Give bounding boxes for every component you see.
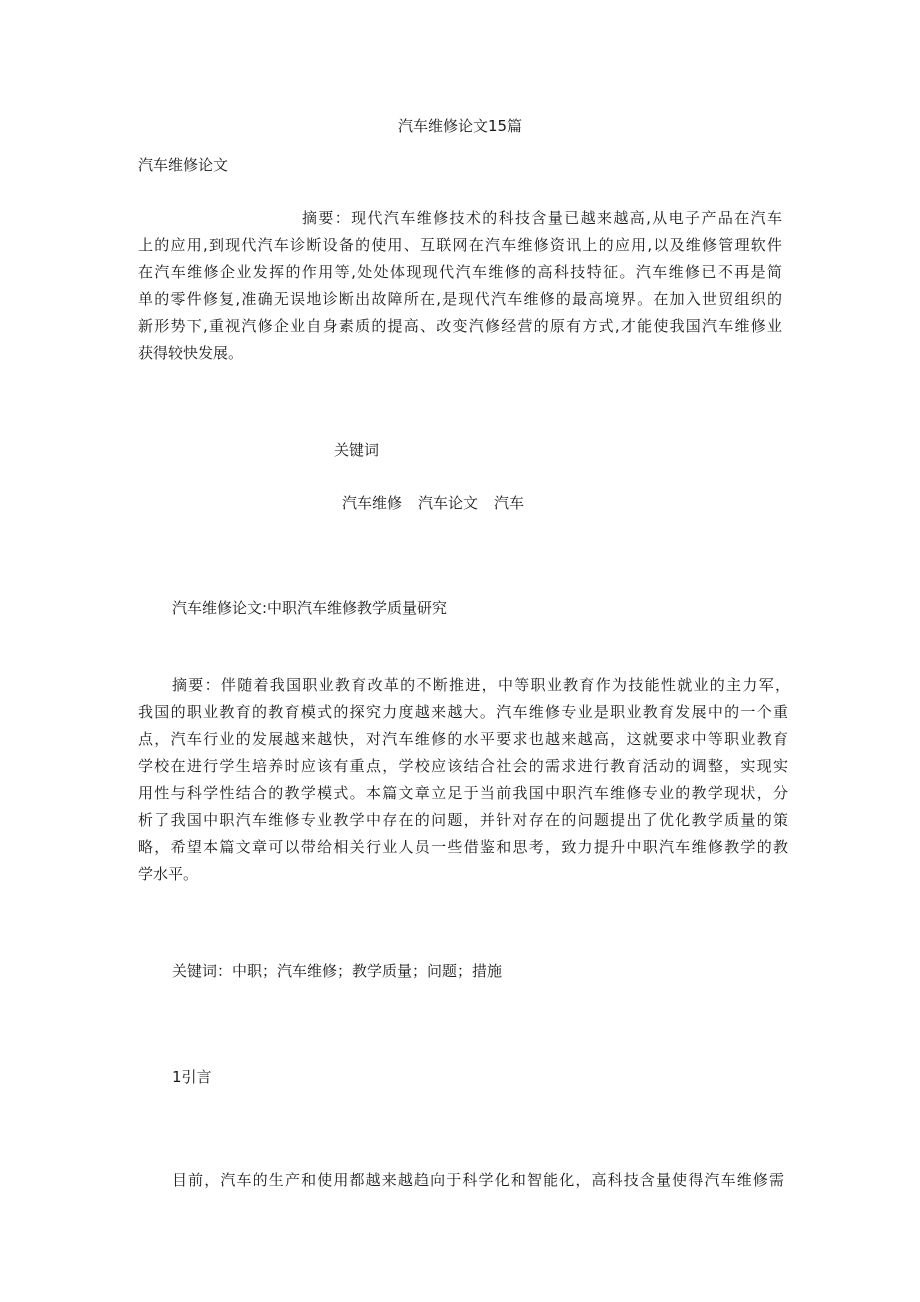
abstract-2-line: 学校在进行学生培养时应该有重点，学校应该结合社会的需求进行教育活动的调整，实现实: [138, 757, 788, 775]
section-heading-intro: 1引言: [172, 1068, 212, 1086]
abstract-1-line: 单的零件修复,准确无误地诊断出故障所在,是现代汽车维修的最高境界。在加入世贸组织的: [138, 290, 782, 308]
abstract-2-line: 我国的职业教育的教育模式的探究力度越来越大。汽车维修专业是职业教育发展中的一个重: [138, 703, 788, 721]
document-title: 汽车维修论文15篇: [397, 117, 523, 135]
abstract-2-line: 学水平。: [138, 865, 199, 883]
abstract-2-line: 摘要：伴随着我国职业教育改革的不断推进，中等职业教育作为技能性就业的主力军，: [172, 676, 790, 694]
keyword-item: 汽车维修: [342, 494, 403, 512]
abstract-2-line: 点，汽车行业的发展越来越快，对汽车维修的水平要求也越来越高，这就要求中等职业教育: [138, 730, 788, 748]
keywords-list: [342, 493, 540, 513]
abstract-2-line: 析了我国中职汽车维修专业教学中存在的问题，并针对存在的问题提出了优化教学质量的策: [138, 811, 788, 829]
body-paragraph-line: 目前，汽车的生产和使用都越来越趋向于科学化和智能化，高科技含量使得汽车维修需: [172, 1171, 784, 1189]
section-heading: 汽车维修论文: [138, 156, 229, 174]
abstract-1-line: 新形势下,重视汽修企业自身素质的提高、改变汽修经营的原有方式,才能使我国汽车维修业: [138, 317, 782, 335]
abstract-2-line: 用性与科学性结合的教学模式。本篇文章立足于当前我国中职汽车维修专业的教学现状，分: [138, 784, 788, 802]
abstract-1-line: 摘要：现代汽车维修技术的科技含量已越来越高,从电子产品在汽车: [302, 209, 782, 227]
paper-keywords: 关键词：中职；汽车维修；教学质量；问题；措施: [172, 962, 503, 980]
abstract-2-line: 略，希望本篇文章可以带给相关行业人员一些借鉴和思考，致力提升中职汽车维修教学的教: [138, 838, 788, 856]
paper-title: 汽车维修论文:中职汽车维修教学质量研究: [172, 599, 448, 617]
keyword-item: 汽车: [494, 494, 525, 512]
keyword-item: 汽车论文: [418, 494, 479, 512]
keywords-label: 关键词: [334, 441, 380, 459]
abstract-1-line: 获得较快发展。: [138, 344, 244, 362]
abstract-1-line: 在汽车维修企业发挥的作用等,处处体现现代汽车维修的高科技特征。汽车维修已不再是简: [138, 263, 782, 281]
abstract-1-line: 上的应用,到现代汽车诊断设备的使用、互联网在汽车维修资讯上的应用,以及维修管理软件: [138, 236, 782, 254]
